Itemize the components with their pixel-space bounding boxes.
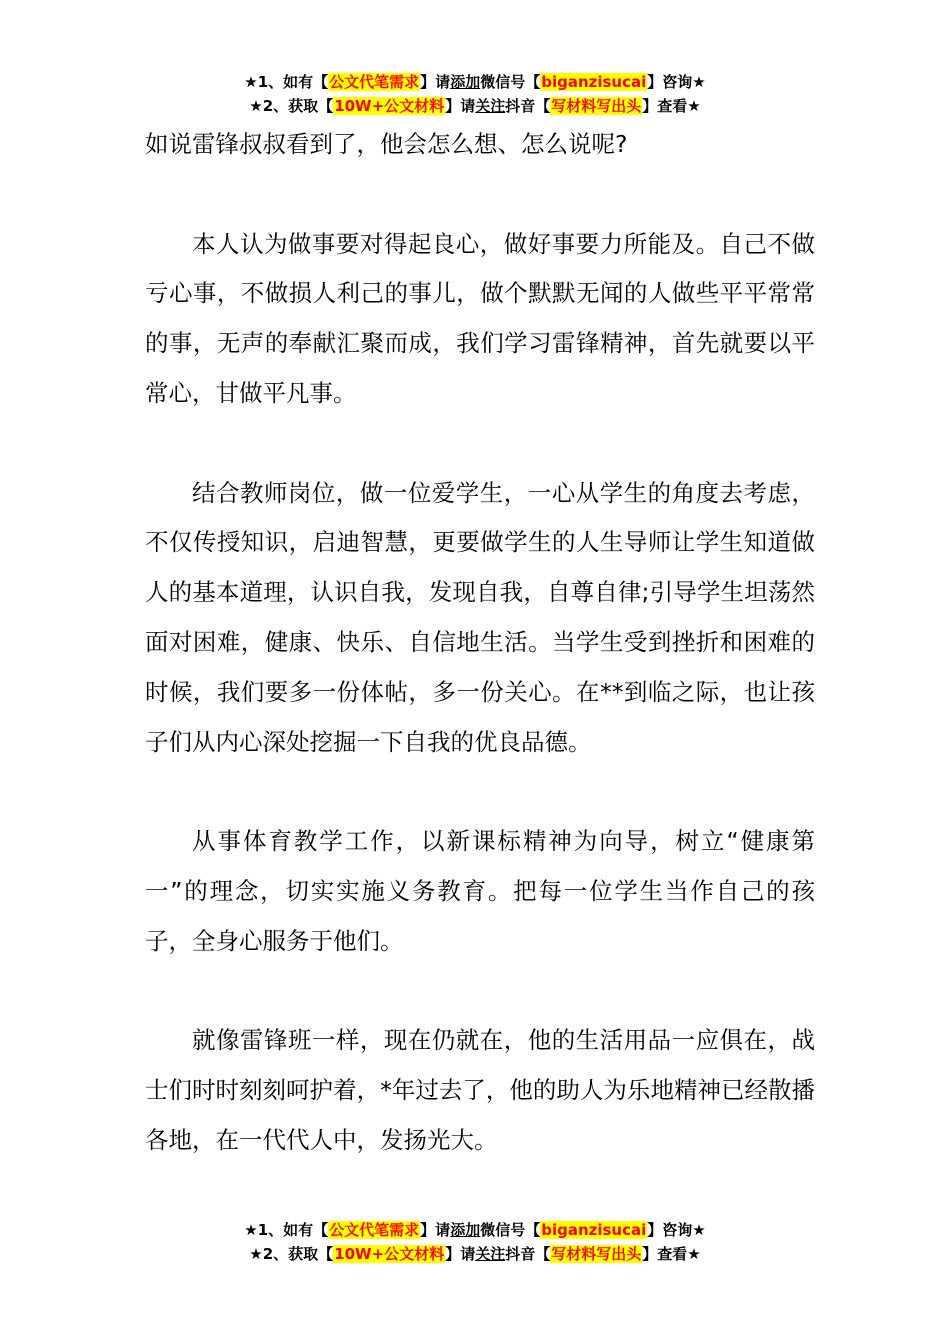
document-body <box>145 120 815 1166</box>
banner-highlight: biganzisucai <box>541 73 647 91</box>
banner-underline: 添加 <box>450 73 481 91</box>
banner-text: ★1、如有【 <box>244 1221 329 1239</box>
banner-highlight: biganzisucai <box>541 1221 647 1239</box>
paragraph: 结合教师岗位，做一位爱学生，一心从学生的角度去考虑，不仅传授知识，启迪智慧，更要做学生的人生导师让学生知道做人的基本道理，认识自我，发现自我，自尊自律;引导学生坦荡然面对困难，健康、快乐、自信地生活。当学生受到挫折和困难的时候，我们要多一份体帖，多一份关心。在**到临之际，也让孩子们从内心深处挖掘一下自我的优良品德。 <box>145 478 815 756</box>
banner-text: ★1、如有【 <box>244 73 329 91</box>
banner-text: 】请 <box>420 73 451 91</box>
banner-text: ★2、获取【 <box>249 1245 334 1263</box>
banner-underline: 关注 <box>475 97 506 115</box>
paragraph: 就像雷锋班一样，现在仍就在，他的生活用品一应俱在，战士们时时刻刻呵护着，*年过去了，他的助人为乐地精神已经散播各地，在一代代人中，发扬光大。 <box>145 1026 815 1154</box>
banner-highlight: 公文代笔需求 <box>329 73 420 91</box>
banner-line-1 <box>0 70 950 94</box>
banner-text: 】咨询★ <box>647 1221 706 1239</box>
banner-underline: 关注 <box>475 1245 506 1263</box>
banner-text: 抖音【 <box>505 97 551 115</box>
banner-line-1 <box>0 1218 950 1242</box>
banner-line-2 <box>0 1242 950 1266</box>
banner-text: 】请 <box>445 97 476 115</box>
banner-text: 】请 <box>420 1221 451 1239</box>
banner-highlight: 10W+公文材料 <box>334 1245 445 1263</box>
paragraph: 本人认为做事要对得起良心，做好事要力所能及。自己不做亏心事，不做损人利己的事儿，做个默默无闻的人做些平平常常的事，无声的奉献汇聚而成，我们学习雷锋精神，首先就要以平常心，甘做平凡事。 <box>145 229 815 407</box>
banner-line-2 <box>0 94 950 118</box>
banner-highlight: 写材料写出头 <box>551 1245 642 1263</box>
banner-highlight: 写材料写出头 <box>551 97 642 115</box>
banner-text: 】咨询★ <box>647 73 706 91</box>
banner-text: 】查看★ <box>642 1245 701 1263</box>
paragraph-continuation: 如说雷锋叔叔看到了，他会怎么想、怎么说呢? <box>145 130 628 158</box>
banner-text: 】请 <box>445 1245 476 1263</box>
banner-highlight: 10W+公文材料 <box>334 97 445 115</box>
banner-text: 抖音【 <box>505 1245 551 1263</box>
banner-underline: 添加 <box>450 1221 481 1239</box>
header-banner <box>0 70 950 118</box>
banner-highlight: 公文代笔需求 <box>329 1221 420 1239</box>
paragraph: 从事体育教学工作，以新课标精神为向导，树立“健康第一”的理念，切实实施义务教育。把每一位学生当作自己的孩子，全身心服务于他们。 <box>145 827 815 955</box>
banner-text: ★2、获取【 <box>249 97 334 115</box>
banner-text: 微信号【 <box>480 1221 541 1239</box>
footer-banner <box>0 1218 950 1266</box>
banner-text: 微信号【 <box>480 73 541 91</box>
banner-text: 】查看★ <box>642 97 701 115</box>
